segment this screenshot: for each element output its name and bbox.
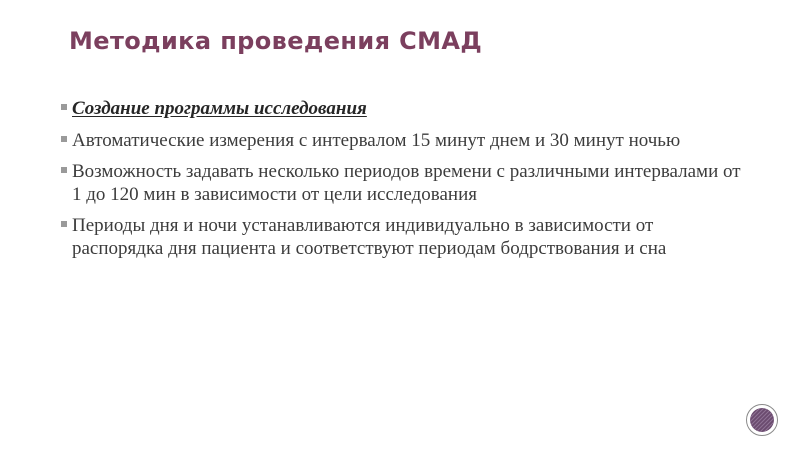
square-bullet-icon: [61, 221, 67, 227]
square-bullet-icon: [61, 104, 67, 110]
bullet-item: [58, 97, 748, 120]
square-bullet-icon: [61, 136, 67, 142]
bullet-text: Автоматические измерения с интервалом 15 минут днем и 30 минут ночью: [72, 130, 681, 151]
slide-title: Методика проведения СМАД: [69, 27, 483, 55]
bullet-item: [58, 214, 748, 260]
bullet-heading-text: Создание программы исследования: [72, 98, 367, 119]
bullet-text: Периоды дня и ночи устанавливаются индивидуально в зависимости от распорядка дня пациента и соответствуют периодам бодрствования и сна: [72, 215, 667, 259]
bullet-item: [58, 129, 748, 152]
slide-nav-button[interactable]: [746, 404, 778, 436]
bullet-item: [58, 160, 748, 206]
bullet-text: Возможность задавать несколько периодов времени с различными интервалами от 1 до 120 мин в зависимости от цели исследования: [72, 161, 741, 205]
square-bullet-icon: [61, 167, 67, 173]
striped-circle-icon: [750, 408, 774, 432]
bullet-list: [58, 97, 748, 268]
